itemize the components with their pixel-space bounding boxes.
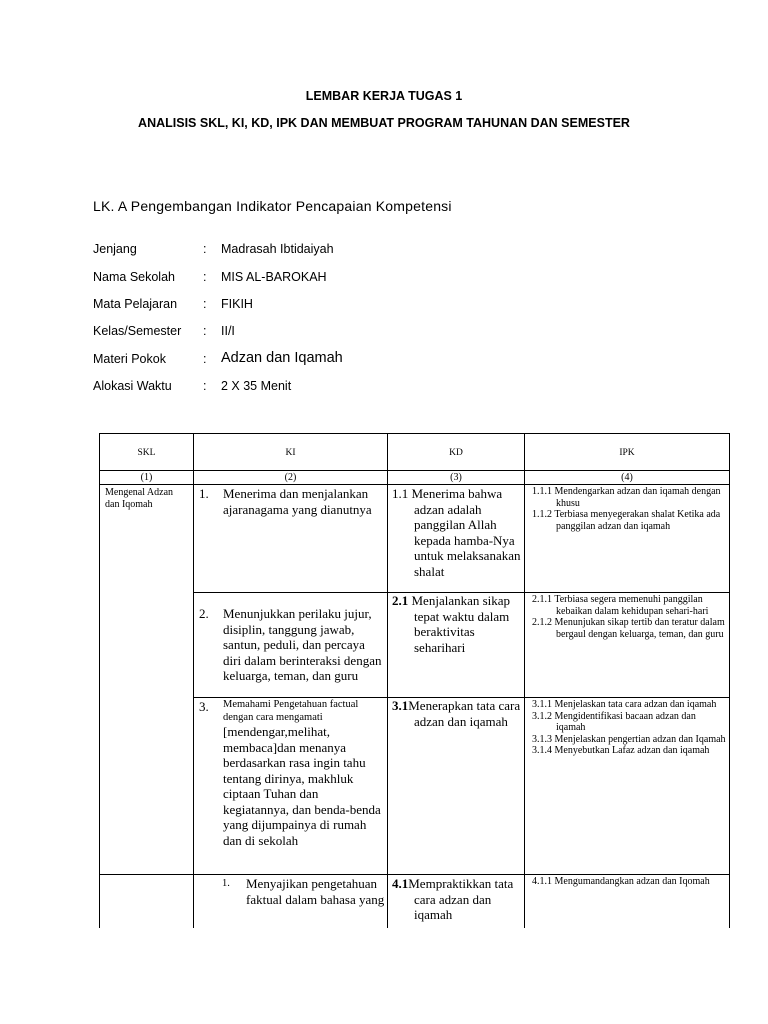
skl-text: Mengenal Adzan dan Iqomah <box>105 487 174 510</box>
ipk-item: 4.1.1 Mengumandangkan adzan dan Iqomah <box>532 876 710 887</box>
column-number: (2) <box>284 472 297 483</box>
ki-number: 1. <box>199 486 209 501</box>
kd-item <box>392 698 522 729</box>
header-ipk: IPK <box>619 448 635 458</box>
ki-number: 2. <box>199 606 209 621</box>
meta-label: Materi Pokok <box>93 352 166 366</box>
table-border <box>729 433 730 928</box>
meta-value: FIKIH <box>221 297 253 311</box>
kd-number: 2.1 <box>392 593 409 608</box>
meta-label: Nama Sekolah <box>93 270 175 284</box>
ki-text: Menerima dan menjalankan ajaranagama yang dianutnya <box>223 486 372 517</box>
meta-value: II/I <box>221 324 235 338</box>
ki-item <box>222 876 386 907</box>
meta-value: Madrasah Ibtidaiyah <box>221 242 334 256</box>
meta-value: Adzan dan Iqamah <box>221 350 343 366</box>
kd-number: 3.1 <box>392 698 409 713</box>
kd-item <box>392 876 522 923</box>
table-border <box>524 433 525 928</box>
ipk-item: 3.1.2 Mengidentifikasi bacaan adzan dan iqamah <box>532 710 696 733</box>
ipk-list <box>532 699 726 757</box>
kd-text: Menjalankan sikap tepat waktu dalam beraktivitas seharihari <box>411 593 511 655</box>
kd-item <box>392 486 522 579</box>
document-subtitle: ANALISIS SKL, KI, KD, IPK DAN MEMBUAT PROGRAM TAHUNAN DAN SEMESTER <box>138 116 630 130</box>
ki-item <box>199 699 385 848</box>
table-border <box>193 433 194 928</box>
kd-text: Mempraktikkan tata cara adzan dan iqamah <box>408 876 514 922</box>
ipk-item: 2.1.1 Terbiasa segera memenuhi panggilan kebaikan dalam kehidupan sehari-hari <box>532 594 709 617</box>
ipk-item: 1.1.2 Terbiasa menyegerakan shalat Ketika ada panggilan adzan dan iqamah <box>532 509 721 532</box>
ipk-item: 3.1.3 Menjelaskan pengertian adzan dan Iqamah <box>532 733 726 745</box>
meta-colon: : <box>203 352 207 366</box>
ipk-item: 3.1.4 Menyebutkan Lafaz adzan dan iqamah <box>532 745 710 756</box>
kd-text: Menerapkan tata cara adzan dan iqamah <box>408 698 521 729</box>
meta-label: Alokasi Waktu <box>93 379 172 393</box>
meta-colon: : <box>203 379 207 393</box>
table-border <box>99 874 730 875</box>
ki-text-small: Memahami Pengetahuan factual dengan cara mengamati <box>223 699 359 723</box>
meta-colon: : <box>203 270 207 284</box>
meta-colon: : <box>203 324 207 338</box>
meta-colon: : <box>203 242 207 256</box>
kd-text: Menerima bahwa adzan adalah panggilan Allah kepada hamba-Nya untuk melaksanakan shalat <box>411 486 521 579</box>
meta-value: 2 X 35 Menit <box>221 379 292 393</box>
table-border <box>387 433 388 928</box>
ki-text: Menyajikan pengetahuan faktual dalam bahasa yang <box>246 876 385 907</box>
ki-number: 1. <box>222 878 230 889</box>
ipk-item: 1.1.1 Mendengarkan adzan dan iqamah dengan khusu <box>532 486 721 509</box>
section-title: LK. A Pengembangan Indikator Pencapaian Kompetensi <box>93 198 452 214</box>
table-border <box>99 433 100 928</box>
column-number: (1) <box>140 472 153 483</box>
ipk-item: 2.1.2 Menunjukan sikap tertib dan teratur dalam bergaul dengan keluarga, teman, dan guru <box>532 617 725 640</box>
ipk-list <box>532 594 726 640</box>
table-border <box>99 484 730 485</box>
kd-number: 1.1 <box>392 486 409 501</box>
document-title: LEMBAR KERJA TUGAS 1 <box>305 89 463 103</box>
column-number: (3) <box>450 472 462 483</box>
meta-value: MIS AL-BAROKAH <box>221 270 327 284</box>
kd-number: 4.1 <box>392 876 409 891</box>
header-kd: KD <box>449 448 463 458</box>
ki-text: [mendengar,melihat, membaca]dan menanya berdasarkan rasa ingin tahu tentang dirinya, makhluk ciptaan Tuhan dan kegiatannya, dan benda-benda yang dijumpainya di rumah dan di sekolah <box>223 724 381 848</box>
header-skl: SKL <box>137 448 156 458</box>
ipk-list <box>532 876 726 888</box>
ipk-item: 3.1.1 Menjelaskan tata cara adzan dan iqamah <box>532 699 717 710</box>
table-border <box>99 433 730 434</box>
meta-label: Kelas/Semester <box>93 324 182 338</box>
ki-item <box>199 486 383 517</box>
column-number: (4) <box>621 472 633 483</box>
kd-item <box>392 593 522 655</box>
meta-colon: : <box>203 297 207 311</box>
table-border <box>99 470 730 471</box>
meta-label: Mata Pelajaran <box>93 297 178 311</box>
header-ki: KI <box>285 448 296 458</box>
ipk-list <box>532 486 726 532</box>
ki-number: 3. <box>199 699 209 714</box>
ki-text: Menunjukkan perilaku jujur, disiplin, tanggung jawab, santun, peduli, dan percaya diri dalam berinteraksi dengan keluarga, teman, dan guru <box>223 606 382 683</box>
meta-label: Jenjang <box>93 242 137 256</box>
ki-item <box>199 606 383 684</box>
